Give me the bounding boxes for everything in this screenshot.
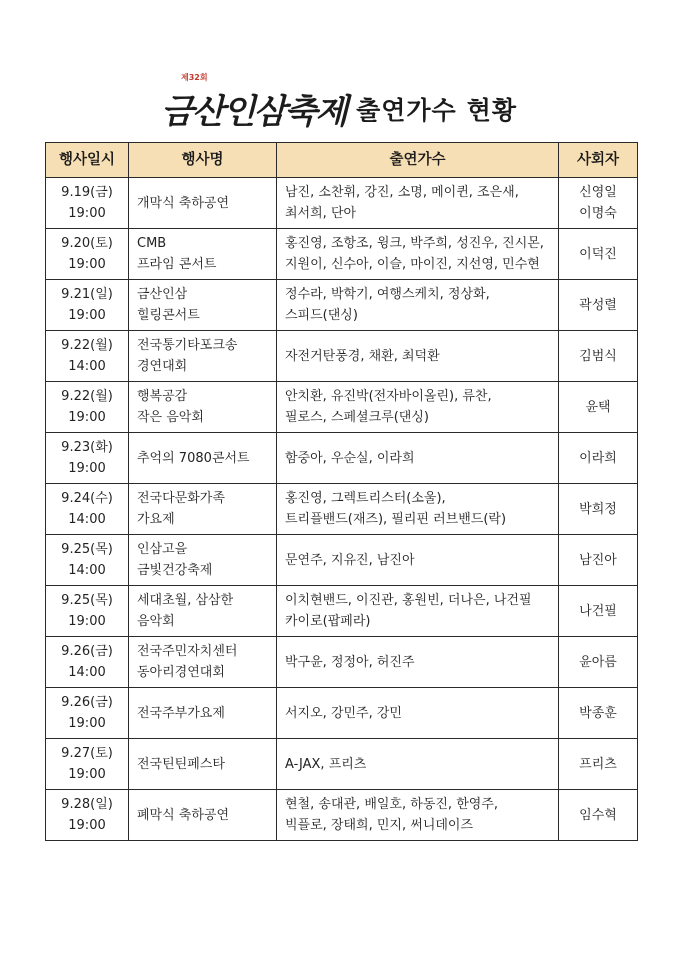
- table-row: [46, 739, 638, 790]
- singers-line: 스피드(댄싱): [285, 308, 358, 323]
- event-name-line: 경연대회: [137, 359, 188, 374]
- host-name: 박종훈: [579, 705, 617, 721]
- singers-line: 빅플로, 장태희, 민지, 써니데이즈: [285, 818, 474, 833]
- event-name-line: 추억의 7080콘서트: [137, 450, 250, 466]
- table-row: [46, 586, 638, 637]
- cell-singers: [277, 739, 559, 790]
- event-name-line: 전국다문화가족: [137, 491, 225, 506]
- event-date: 9.25(목): [61, 542, 113, 557]
- cell-datetime: [46, 433, 129, 484]
- title-part2: 현황: [466, 96, 517, 125]
- singers-line: 트리플밴드(재즈), 필리핀 러브밴드(락): [285, 512, 507, 527]
- table-row: [46, 331, 638, 382]
- cell-datetime: [46, 178, 129, 229]
- cell-host: [559, 433, 638, 484]
- event-time: 19:00: [68, 461, 106, 476]
- table-row: [46, 433, 638, 484]
- cell-host: [559, 535, 638, 586]
- festival-logo: [161, 72, 347, 133]
- event-name-line: 음악회: [137, 614, 175, 629]
- singers-line: 현철, 송대관, 배일호, 하동진, 한영주,: [285, 797, 499, 812]
- cell-event-name: [129, 637, 277, 688]
- cell-singers: [277, 331, 559, 382]
- event-time: 19:00: [68, 206, 106, 221]
- host-name: 이라희: [579, 450, 617, 466]
- singers-line: 서지오, 강민주, 강민: [285, 705, 402, 721]
- event-time: 19:00: [68, 308, 106, 323]
- cell-host: [559, 382, 638, 433]
- singers-line: 필로스, 스페셜크루(댄싱): [285, 410, 429, 425]
- cell-singers: [277, 229, 559, 280]
- cell-datetime: [46, 637, 129, 688]
- event-name-line: 프라임 콘서트: [137, 257, 217, 272]
- event-name-line: 전국주부가요제: [137, 705, 225, 721]
- event-date: 9.24(수): [61, 491, 113, 506]
- cell-event-name: [129, 535, 277, 586]
- col-header-datetime: 행사일시: [46, 143, 129, 178]
- cell-singers: [277, 178, 559, 229]
- cell-datetime: [46, 688, 129, 739]
- event-date: 9.28(일): [61, 797, 113, 812]
- cell-datetime: [46, 739, 129, 790]
- event-date: 9.23(화): [61, 440, 113, 455]
- table-row: [46, 790, 638, 841]
- singer-schedule-table: [45, 142, 638, 841]
- event-time: 14:00: [68, 512, 106, 527]
- table-row: [46, 280, 638, 331]
- cell-datetime: [46, 586, 129, 637]
- event-name-line: 힐링콘서트: [137, 308, 200, 323]
- cell-host: [559, 178, 638, 229]
- singers-line: 박구윤, 정정아, 허진주: [285, 654, 415, 670]
- event-time: 14:00: [68, 563, 106, 578]
- cell-singers: [277, 535, 559, 586]
- cell-singers: [277, 586, 559, 637]
- event-time: 19:00: [68, 767, 106, 782]
- event-name-line: CMB: [137, 236, 167, 251]
- event-date: 9.27(토): [61, 746, 113, 761]
- table-header-row: [46, 143, 638, 178]
- event-name-line: 행복공감: [137, 389, 188, 404]
- event-date: 9.20(토): [61, 236, 113, 251]
- event-name-line: 폐막식 축하공연: [137, 807, 230, 823]
- cell-host: [559, 331, 638, 382]
- table-row: [46, 688, 638, 739]
- cell-host: [559, 688, 638, 739]
- singers-line: 카이로(팝페라): [285, 614, 371, 629]
- event-name-line: 동아리경연대회: [137, 665, 225, 680]
- cell-singers: [277, 790, 559, 841]
- cell-host: [559, 637, 638, 688]
- host-name: 남진아: [579, 552, 617, 568]
- cell-datetime: [46, 331, 129, 382]
- table-row: [46, 484, 638, 535]
- cell-host: [559, 586, 638, 637]
- title-text: [356, 83, 517, 127]
- singers-line: 최서희, 단아: [285, 206, 357, 221]
- event-date: 9.22(월): [61, 338, 113, 353]
- singers-line: 남진, 소찬휘, 강진, 소명, 메이퀸, 조은새,: [285, 185, 519, 200]
- cell-event-name: [129, 739, 277, 790]
- table-row: [46, 535, 638, 586]
- event-time: 19:00: [68, 410, 106, 425]
- singers-line: 안치환, 유진박(전자바이올린), 류찬,: [285, 389, 492, 404]
- cell-singers: [277, 637, 559, 688]
- cell-event-name: [129, 331, 277, 382]
- cell-singers: [277, 382, 559, 433]
- cell-singers: [277, 433, 559, 484]
- singers-line: 함중아, 우순실, 이라희: [285, 450, 415, 466]
- singers-line: 정수라, 박학기, 여행스케치, 정상화,: [285, 287, 490, 302]
- host-name: 박희정: [579, 501, 617, 517]
- table-body: [46, 178, 638, 841]
- col-header-host: 사회자: [559, 143, 638, 178]
- event-name-line: 작은 음악회: [137, 410, 204, 425]
- cell-singers: [277, 688, 559, 739]
- cell-host: [559, 229, 638, 280]
- event-name-line: 세대초월, 삼삼한: [137, 593, 234, 608]
- cell-event-name: [129, 790, 277, 841]
- cell-event-name: [129, 586, 277, 637]
- singers-line: A-JAX, 프리츠: [285, 756, 367, 772]
- cell-singers: [277, 280, 559, 331]
- logo-edition-label: 제32회: [181, 72, 208, 82]
- singers-line: 이치현밴드, 이진관, 홍원빈, 더나은, 나건필: [285, 593, 532, 608]
- host-name: 신영일: [579, 185, 617, 200]
- host-name: 윤택: [585, 399, 611, 415]
- cell-datetime: [46, 382, 129, 433]
- cell-event-name: [129, 382, 277, 433]
- singers-line: 홍진영, 조항조, 윙크, 박주희, 성진우, 진시몬,: [285, 236, 544, 251]
- cell-datetime: [46, 280, 129, 331]
- event-name-line: 인삼고을: [137, 542, 188, 557]
- host-name: 프리츠: [579, 756, 617, 772]
- cell-event-name: [129, 280, 277, 331]
- cell-event-name: [129, 229, 277, 280]
- cell-singers: [277, 484, 559, 535]
- event-time: 19:00: [68, 716, 106, 731]
- event-time: 14:00: [68, 359, 106, 374]
- cell-event-name: [129, 178, 277, 229]
- col-header-singers: 출연가수: [277, 143, 559, 178]
- title-part1: 출연가수: [356, 96, 457, 125]
- event-date: 9.25(목): [61, 593, 113, 608]
- host-name: 이덕진: [579, 246, 617, 262]
- host-name: 이명숙: [579, 206, 617, 221]
- cell-host: [559, 484, 638, 535]
- table-row: [46, 229, 638, 280]
- event-date: 9.22(월): [61, 389, 113, 404]
- event-name-line: 금산인삼: [137, 287, 188, 302]
- event-name-line: 전국통기타포크송: [137, 338, 238, 353]
- table-row: [46, 178, 638, 229]
- event-name-line: 전국틴틴페스타: [137, 756, 225, 772]
- cell-host: [559, 280, 638, 331]
- cell-host: [559, 790, 638, 841]
- cell-datetime: [46, 535, 129, 586]
- host-name: 곽성렬: [579, 297, 617, 313]
- singers-line: 문연주, 지유진, 남진아: [285, 552, 415, 568]
- col-header-event: 행사명: [129, 143, 277, 178]
- cell-event-name: [129, 688, 277, 739]
- cell-datetime: [46, 229, 129, 280]
- event-name-line: 전국주민자치센터: [137, 644, 238, 659]
- host-name: 임수혁: [579, 807, 617, 823]
- singers-line: 홍진영, 그렉트리스터(소울),: [285, 491, 446, 506]
- cell-host: [559, 739, 638, 790]
- cell-datetime: [46, 484, 129, 535]
- event-time: 19:00: [68, 818, 106, 833]
- event-name-line: 개막식 축하공연: [137, 195, 230, 211]
- event-time: 19:00: [68, 614, 106, 629]
- page-title: [0, 70, 678, 140]
- event-date: 9.26(금): [61, 695, 113, 710]
- singers-line: 지원이, 신수아, 이슬, 마이진, 지선영, 민수현: [285, 257, 540, 272]
- host-name: 나건필: [579, 603, 617, 619]
- event-date: 9.21(일): [61, 287, 113, 302]
- event-date: 9.19(금): [61, 185, 113, 200]
- cell-datetime: [46, 790, 129, 841]
- singers-line: 자전거탄풍경, 채환, 최덕환: [285, 348, 440, 364]
- host-name: 김범식: [579, 348, 617, 364]
- host-name: 윤아름: [579, 654, 617, 670]
- table-row: [46, 637, 638, 688]
- table-row: [46, 382, 638, 433]
- event-time: 14:00: [68, 665, 106, 680]
- event-name-line: 금빛건강축제: [137, 563, 213, 578]
- logo-text: 금산인삼축제: [161, 91, 347, 132]
- event-time: 19:00: [68, 257, 106, 272]
- cell-event-name: [129, 484, 277, 535]
- event-date: 9.26(금): [61, 644, 113, 659]
- event-name-line: 가요제: [137, 512, 175, 527]
- cell-event-name: [129, 433, 277, 484]
